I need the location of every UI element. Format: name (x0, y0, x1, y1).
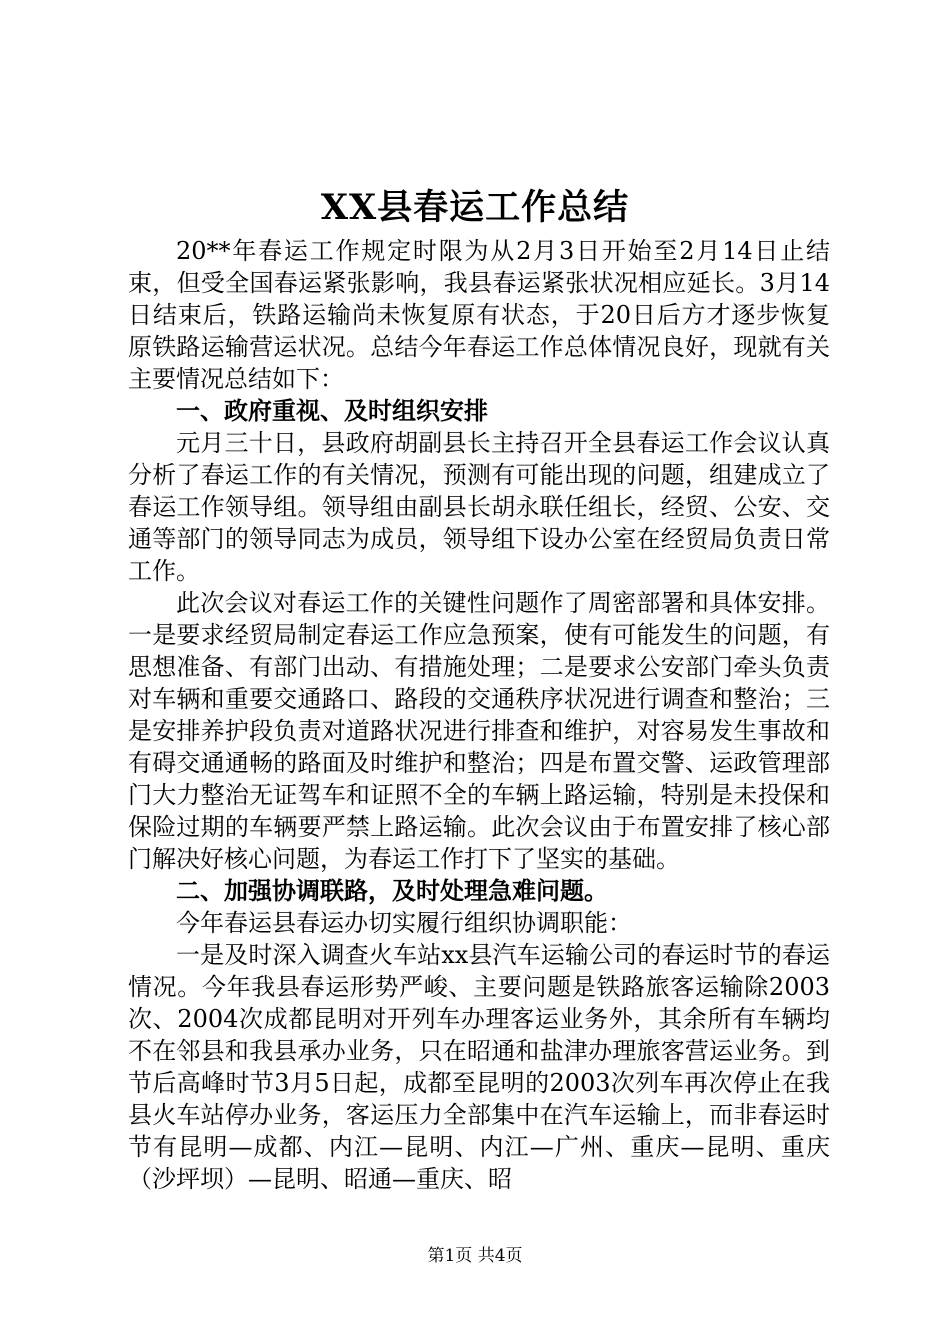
section-heading-1: 一、政府重视、及时组织安排 (176, 397, 488, 425)
paragraph-intro: 20**年春运工作规定时限为从2月3日开始至2月14日止结束，但受全国春运紧张影响，我县春运紧张状况相应延长。3月14日结束后，铁路运输尚未恢复原有状态，于20日后方才逐步恢复原铁路运输营运状况。总结今年春运工作总体情况良好，现就有关主要情况总结如下： (128, 237, 830, 393)
document-body (128, 235, 830, 1195)
document-title: XX县春运工作总结 (320, 187, 630, 228)
section-heading-2: 二、加强协调联路，及时处理急难问题。 (176, 877, 608, 905)
paragraph-investigation: 一是及时深入调查火车站xx县汽车运输公司的春运时节的春运情况。今年我县春运形势严峻、主要问题是铁路旅客运输除2003次、2004次成都昆明对开列车办理客运业务外，其余所有车辆均不在邻县和我县承办业务，只在昭通和盐津办理旅客营运业务。到节后高峰时节3月5日起，成都至昆明的2003次列车再次停止在我县火车站停办业务，客运压力全部集中在汽车运输上，而非春运时节有昆明—成都、内江—昆明、内江—广州、重庆—昆明、重庆（沙坪坝）—昆明、昭通—重庆、昭 (128, 941, 830, 1193)
paragraph-deployment: 此次会议对春运工作的关键性问题作了周密部署和具体安排。一是要求经贸局制定春运工作应急预案，使有可能发生的问题，有思想准备、有部门出动、有措施处理；二是要求公安部门牵头负责对车辆和重要交通路口、路段的交通秩序状况进行调查和整治；三是安排养护段负责对道路状况进行排查和维护，对容易发生事故和有碍交通通畅的路面及时维护和整治；四是布置交警、运政管理部门大力整治无证驾车和证照不全的车辆上路运输，特别是未投保和保险过期的车辆要严禁上路运输。此次会议由于布置安排了核心部门解决好核心问题，为春运工作打下了坚实的基础。 (128, 589, 830, 873)
paragraph-coordination: 今年春运县春运办切实履行组织协调职能： (176, 909, 632, 937)
page-number-footer: 第1页 共4页 (427, 1246, 523, 1266)
paragraph-meeting: 元月三十日，县政府胡副县长主持召开全县春运工作会议认真分析了春运工作的有关情况，预测有可能出现的问题，组建成立了春运工作领导组。领导组由副县长胡永联任组长，经贸、公安、交通等部门的领导同志为成员，领导组下设办公室在经贸局负责日常工作。 (128, 429, 830, 585)
